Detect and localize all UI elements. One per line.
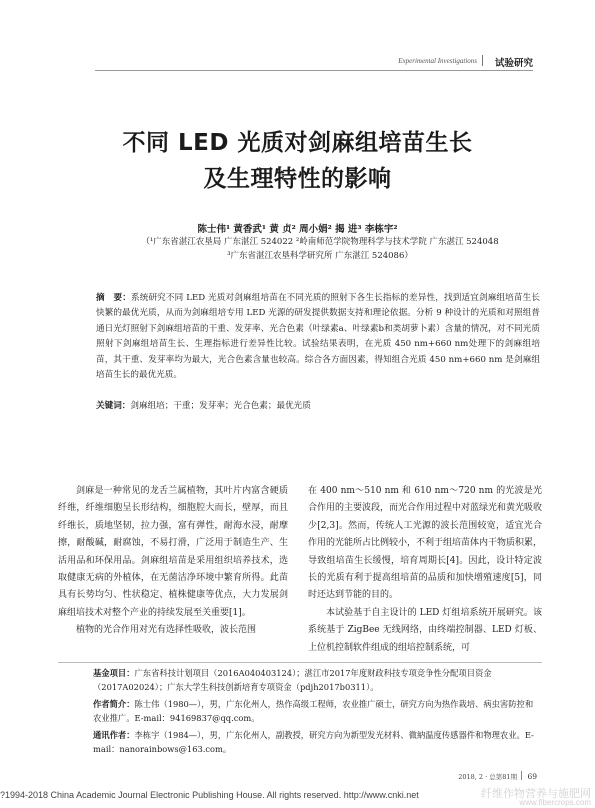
author-bio-text: 陈士伟（1980—），男，广东化州人，热作高级工程师，农业推广硕士，研究方向为热作栽培、病虫害防控和农业推广。E-mail：94169837@qq.com。 — [93, 699, 534, 723]
abstract-text: 系统研究不同 LED 光质对剑麻组培苗在不同光质的照射下各生长指标的差异性，找到适宜剑麻组培苗生长快繁的最优光质，从而为剑麻组培专用 LED 光源的研发提供数据支持和理论依据。分析 9 种设计的光质和对照组普通日光灯照射下剑麻组培苗的干重、发芽率、光合色素（叶绿素a、叶绿素b和类胡萝卜素）含量的情况，对不同光质照射下剑麻组培苗生长、生理指标进行差异性比较。试验结果表明，在光质 450 nm+660 nm处理下的剑麻组培苗，其干重、发芽率均为最大，光合色素含量也较高。综合各方面因素，得知组合光质 450 nm+660 nm 是剑麻组培苗生长的最优光质。 — [96, 293, 540, 381]
footnote-rule — [58, 662, 542, 663]
abstract-label: 摘 要： — [96, 293, 131, 303]
section-header-cn: 试验研究 — [494, 58, 533, 69]
header-rule — [95, 70, 533, 71]
body-paragraph: 剑麻是一种常见的龙舌兰属植物，其叶片内富含硬质纤维，纤维细胞呈长形结构，细胞腔大而长，壁厚，而且纤维长，质地坚韧，拉力强，富有弹性，耐海水浸，耐摩擦，耐酸碱，耐腐蚀，不易打滑，广泛用于制造生产、生活用品和环保用品。剑麻组培苗是采用组织培养技术，选取健康无病的外植体，在无菌洁净环境中繁育所得。此苗具有长势均匀、性状稳定、植株健康等优点，大力发展剑麻组培技术对整个产业的持续发展至关重要[1]。 — [58, 486, 288, 618]
article-title-line2: 及生理特性的影响 — [203, 166, 392, 192]
keywords-text: 剑麻组培；干重；发芽率；光合色素；最优光质 — [130, 401, 311, 411]
corresponding-text: 李栋宇（1984—），男，广东化州人，副教授，研究方向为新型发光材料、微納温度传感器件和物理农业。E-mail：nanorainbows@163.com。 — [93, 730, 534, 754]
watermark-url: www.fibercrops.com — [519, 798, 591, 807]
fund-text: 广东省科技计划项目（2016A040403124）；湛江市2017年度财政科技专项竞争性分配项目资金（2017A02024）；广东大学生科技创新培育专项资金（pdjh2017b0311）。 — [93, 668, 492, 692]
issue-info: 2018, 2 · 总第81期 — [458, 773, 517, 781]
header-separator — [482, 55, 483, 66]
copyright-notice: ?1994-2018 China Academic Journal Electronic Publishing House. All rights reserved. http://www.cnki.net — [0, 790, 419, 800]
section-header-en: Experimental Investigations — [398, 57, 477, 65]
page-number: 69 — [527, 772, 537, 781]
body-paragraph: 本试验基于自主设计的 LED 灯组培系统开展研究。该系统基于 ZigBee 无线网络，由终端控制器、LED 灯板、上位机控制软件组成的组培控制系统，可 — [308, 607, 542, 653]
watermark: 纤维作物营养与施肥网 — [481, 787, 591, 800]
keywords-label: 关键词： — [96, 401, 131, 411]
abstract — [96, 291, 540, 383]
author-list: 陈士伟¹ 黄香武¹ 黄 贞² 周小娟² 揭 进³ 李栋宇² — [197, 224, 398, 235]
affiliation-line1: （¹广东省湛江农垦局 广东湛江 524022 ²岭南师范学院物理科学与技术学院 广东湛江 524048 — [141, 237, 499, 247]
article-title-line1: 不同 LED 光质对剑麻组培苗生长 — [122, 130, 473, 156]
author-bio-label: 作者简介： — [93, 699, 135, 709]
keywords — [96, 399, 540, 411]
footer-separator — [521, 771, 522, 780]
corresponding-label: 通讯作者： — [93, 730, 135, 740]
affiliation-line2: ³广东省湛江农垦科学研究所 广东湛江 524086） — [227, 251, 413, 261]
body-paragraph: 在 400 nm～510 nm 和 610 nm～720 nm 的光波是光合作用的主要波段，而光合作用过程中对蓝绿光和黄光吸收少[2,3]。然而，传统人工光源的波长范围较宽，适宜光合作用的光能所占比例较小，不利于组培苗体内干物质积累，导致组培苗生长缓慢，培育周期长[4]。因此，设计特定波长的光质有利于提高组培苗的品质和加快增殖速度[5]，同时还达到节能的目的。 — [308, 486, 543, 601]
footnote-corresponding — [93, 728, 541, 756]
footnote-fund — [93, 666, 541, 694]
footnote-author — [93, 697, 541, 725]
fund-label: 基金项目： — [93, 668, 135, 678]
body-column-left — [58, 483, 288, 640]
body-column-right — [308, 483, 542, 657]
body-paragraph: 植物的光合作用对光有选择性吸收，波长范围 — [76, 625, 257, 636]
